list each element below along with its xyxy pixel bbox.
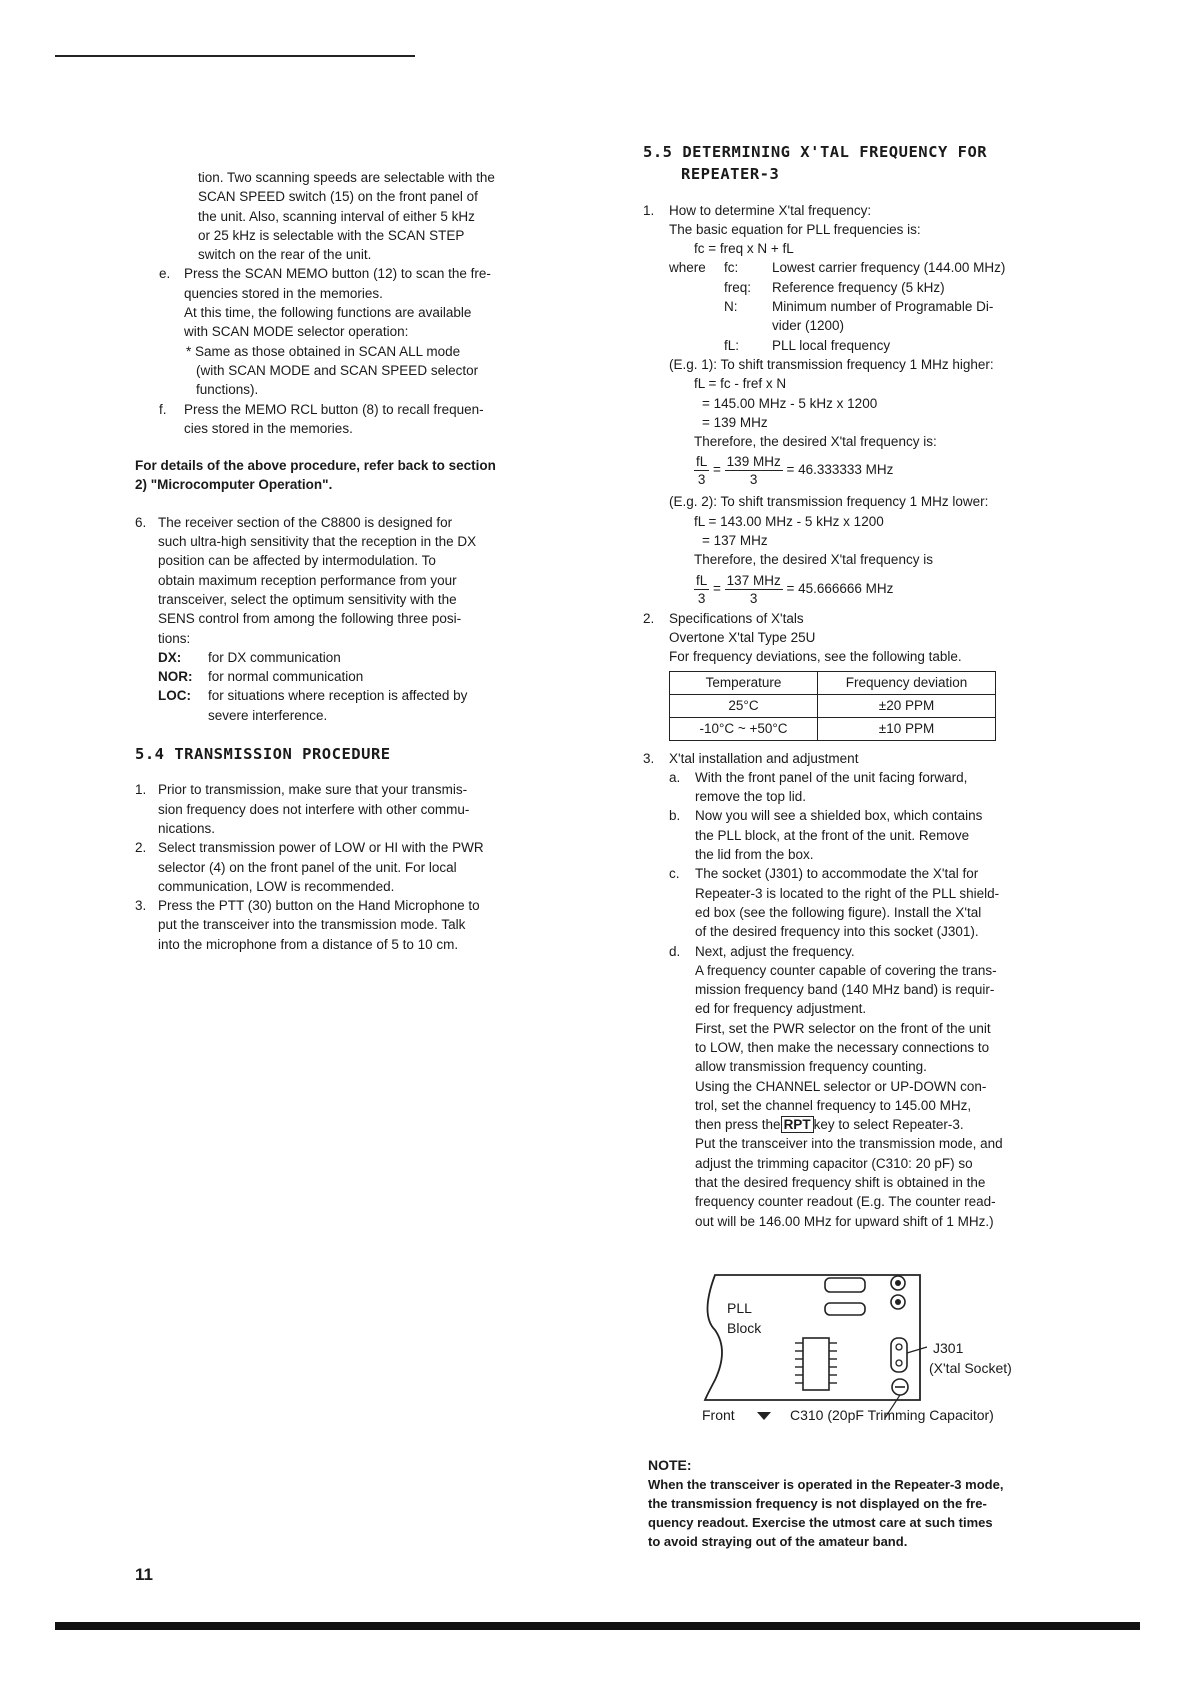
- sub-line: A frequency counter capable of covering the trans-: [695, 962, 997, 978]
- component-circle: [895, 1280, 901, 1286]
- sub-item-d: [669, 942, 1088, 1231]
- sub-line: allow transmission frequency counting.: [695, 1059, 927, 1075]
- eg2-result: = 45.666666 MHz: [786, 580, 894, 596]
- eg1-line: = 139 MHz: [702, 414, 768, 430]
- eg2-therefore: Therefore, the desired X'tal frequency is: [694, 552, 933, 568]
- sub-item-c: [669, 864, 1088, 941]
- table-row: [670, 717, 996, 740]
- details-line: For details of the above procedure, refer back to section: [135, 458, 496, 474]
- eg1-result: = 46.333333 MHz: [786, 462, 894, 478]
- def-label: freq:: [724, 279, 752, 295]
- front-arrow-icon: [757, 1412, 771, 1420]
- def-text: PLL local frequency: [772, 337, 891, 353]
- equation: fc = freq x N + fL: [694, 241, 794, 257]
- item-line: obtain maximum reception performance from your: [158, 572, 457, 588]
- item-line: communication, LOW is recommended.: [158, 878, 395, 894]
- item-line: Press the PTT (30) button on the Hand Microphone to: [158, 898, 480, 914]
- figure-label-pll: PLL: [727, 1300, 752, 1316]
- def-label: fc:: [724, 260, 739, 276]
- sub-line: With the front panel of the unit facing forward,: [695, 769, 968, 785]
- item-line: Specifications of X'tals: [669, 610, 804, 626]
- intro-line: or 25 kHz is selectable with the SCAN STEP: [198, 227, 465, 243]
- sub-line: the PLL block, at the front of the unit. Remove: [695, 827, 970, 843]
- item-line: nications.: [158, 820, 216, 836]
- list-item: [135, 838, 575, 896]
- item-6: [135, 513, 575, 725]
- item-f: [159, 400, 575, 439]
- table-cell: 25°C: [670, 694, 818, 717]
- sub-line: remove the top lid.: [695, 789, 807, 805]
- table-header: Frequency deviation: [818, 671, 996, 694]
- xtal-spec-table: [669, 671, 996, 741]
- item-line: Overtone X'tal Type 25U: [669, 629, 816, 645]
- eg1-fraction: $\frac{fL}{3}$ = $\frac{\text{139 MHz}}{3}$ = 46.333333 MHz: [696, 454, 894, 488]
- sub-line: Using the CHANNEL selector or UP-DOWN con-: [695, 1078, 987, 1094]
- bullet-line: functions).: [196, 382, 259, 398]
- sub-item-a: [669, 768, 1088, 807]
- sub-line: adjust the trimming capacitor (C310: 20 pF) so: [695, 1155, 973, 1171]
- item-marker: 3.: [643, 750, 655, 766]
- frac-num: 137 MHz: [726, 572, 781, 588]
- sub-line: to LOW, then make the necessary connections to: [695, 1039, 990, 1055]
- item-line: Press the SCAN MEMO button (12) to scan the fre-: [184, 266, 491, 282]
- j301-socket: [891, 1338, 907, 1372]
- position-text-cont: severe interference.: [208, 707, 328, 723]
- j301-pin: [896, 1344, 902, 1350]
- item-3: [643, 749, 1088, 1231]
- def-label: [724, 316, 772, 335]
- sub-marker: a.: [669, 769, 681, 785]
- item-line: Select transmission power of LOW or HI with the PWR: [158, 840, 484, 856]
- note-line: the transmission frequency is not displayed on the fre-: [648, 1496, 987, 1511]
- frac-den: 3: [697, 472, 706, 488]
- table-cell: ±10 PPM: [818, 717, 996, 740]
- sub-line: mission frequency band (140 MHz band) is requir-: [695, 982, 995, 998]
- item-line: such ultra-high sensitivity that the reception in the DX: [158, 534, 477, 550]
- item-marker: 2.: [135, 840, 147, 856]
- def-text: Reference frequency (5 kHz): [772, 279, 945, 295]
- note-title: NOTE:: [648, 1457, 692, 1473]
- eg1-line: fL = fc - fref x N: [694, 376, 787, 392]
- section-5-4-title: 5.4 TRANSMISSION PROCEDURE: [135, 745, 391, 764]
- figure-label-j301: J301: [933, 1340, 964, 1356]
- item-line: The receiver section of the C8800 is designed for: [158, 514, 453, 530]
- item-line: sion frequency does not interfere with other commu-: [158, 801, 470, 817]
- frac-num: fL: [696, 572, 708, 588]
- eg1-line: = 145.00 MHz - 5 kHz x 1200: [702, 395, 878, 411]
- eg1-title: (E.g. 1): To shift transmission frequency 1 MHz higher:: [669, 356, 994, 372]
- item-marker: f.: [159, 401, 167, 417]
- sub-line: frequency counter readout (E.g. The counter read-: [695, 1194, 996, 1210]
- bullet-line: (with SCAN MODE and SCAN SPEED selector: [196, 362, 479, 378]
- note-line: When the transceiver is operated in the Repeater-3 mode,: [648, 1477, 1004, 1492]
- figure-label-front: Front: [702, 1407, 735, 1423]
- j301-leader: [907, 1347, 927, 1353]
- figure-label-block: Block: [727, 1320, 762, 1336]
- sub-line: that the desired frequency shift is obtained in the: [695, 1175, 986, 1191]
- item-marker: 1.: [135, 782, 147, 798]
- intro-line: SCAN SPEED switch (15) on the front panel of: [198, 189, 478, 205]
- details-note: [135, 456, 575, 495]
- intro-line: the unit. Also, scanning interval of either 5 kHz: [198, 208, 475, 224]
- position-text: for DX communication: [208, 649, 341, 665]
- sub-line: First, set the PWR selector on the front of the unit: [695, 1020, 991, 1036]
- figure-label-socket: (X'tal Socket): [929, 1360, 1012, 1376]
- sub-line: ed for frequency adjustment.: [695, 1001, 867, 1017]
- pll-block-figure: [695, 1270, 1095, 1440]
- eg2-line: = 137 MHz: [702, 533, 768, 549]
- def-label: fL:: [724, 337, 740, 353]
- note-block: [648, 1456, 1093, 1551]
- item-line: position can be affected by intermodulation. To: [158, 553, 436, 569]
- j301-pin: [896, 1360, 902, 1366]
- note-line: to avoid straying out of the amateur band.: [648, 1534, 908, 1549]
- left-column: [135, 168, 575, 954]
- position-text: for situations where reception is affected by: [208, 688, 468, 704]
- sub-line: Put the transceiver into the transmission mode, and: [695, 1136, 1003, 1152]
- def-text: vider (1200): [772, 318, 845, 334]
- position-loc: [158, 686, 476, 705]
- position-nor: [158, 667, 476, 686]
- sub-line: trol, set the channel frequency to 145.00 MHz,: [695, 1097, 972, 1113]
- page-number: 11: [135, 1565, 153, 1584]
- intro-line: tion. Two scanning speeds are selectable with the: [198, 170, 495, 185]
- item-marker: e.: [159, 266, 171, 282]
- sub-marker: d.: [669, 943, 681, 959]
- item-line: transceiver, select the optimum sensitivity with the: [158, 591, 457, 607]
- definitions: [669, 258, 1088, 354]
- sub-marker: b.: [669, 808, 681, 824]
- item-line: cies stored in the memories.: [184, 420, 353, 436]
- intro-line: switch on the rear of the unit.: [198, 247, 372, 263]
- sub-item-b: [669, 806, 1088, 864]
- frac-num: fL: [696, 454, 708, 470]
- table-header-row: [670, 671, 996, 694]
- section-5-5-title-cont: REPEATER-3: [681, 165, 780, 184]
- eg2-line: fL = 143.00 MHz - 5 kHz x 1200: [694, 513, 884, 529]
- item-line: tions:: [158, 630, 191, 646]
- item-line: For frequency deviations, see the following table.: [669, 649, 962, 665]
- item-line: with SCAN MODE selector operation:: [184, 324, 409, 340]
- rpt-key: RPT: [781, 1116, 814, 1133]
- item-line: quencies stored in the memories.: [184, 285, 383, 301]
- position-dx: [158, 648, 476, 667]
- rpt-after: key to select Repeater-3.: [813, 1117, 964, 1133]
- position-text: for normal communication: [208, 669, 364, 685]
- item-marker: 6.: [135, 514, 147, 530]
- table-cell: -10°C ~ +50°C: [670, 717, 818, 740]
- where-label: where: [669, 260, 706, 276]
- list-item: [135, 780, 575, 838]
- eg1-therefore: Therefore, the desired X'tal frequency is:: [694, 434, 937, 450]
- intro-paragraph: [198, 168, 575, 264]
- item-line: put the transceiver into the transmission mode. Talk: [158, 917, 466, 933]
- figure-label-c310: C310 (20pF Trimming Capacitor): [790, 1407, 994, 1423]
- bottom-rule: [55, 1622, 1140, 1630]
- frac-den: 3: [697, 590, 706, 606]
- list-item: [135, 896, 575, 954]
- item-line: How to determine X'tal frequency:: [669, 202, 872, 218]
- sub-line: Repeater-3 is located to the right of the PLL shield-: [695, 885, 1000, 901]
- position-label: DX:: [158, 649, 182, 665]
- def-text: Minimum number of Programable Di-: [772, 299, 994, 315]
- sub-line: the lid from the box.: [695, 847, 814, 863]
- item-1: [643, 201, 1088, 609]
- item-line: At this time, the following functions are available: [184, 305, 472, 321]
- item-marker: 3.: [135, 898, 147, 914]
- component-circle: [895, 1299, 901, 1305]
- sub-line: ed box (see the following figure). Install the X'tal: [695, 904, 982, 920]
- ic-chip: [803, 1338, 829, 1390]
- frac-num: 139 MHz: [726, 454, 781, 470]
- sub-line: Now you will see a shielded box, which contains: [695, 808, 983, 824]
- position-label: NOR:: [158, 669, 193, 685]
- component-rect: [825, 1303, 865, 1315]
- def-text: Lowest carrier frequency (144.00 MHz): [772, 260, 1006, 276]
- item-line: Prior to transmission, make sure that your transmis-: [158, 782, 468, 798]
- item-e: [159, 264, 575, 399]
- item-line: into the microphone from a distance of 5 to 10 cm.: [158, 936, 459, 952]
- section-5-4-list: [135, 780, 575, 954]
- sub-marker: c.: [669, 866, 680, 882]
- item-marker: 1.: [643, 202, 655, 218]
- details-line: 2) "Microcomputer Operation".: [135, 477, 333, 493]
- section-5-5-title: 5.5 DETERMINING X'TAL FREQUENCY FOR: [643, 143, 988, 161]
- table-header: Temperature: [670, 671, 818, 694]
- sub-line: of the desired frequency into this socket (J301).: [695, 924, 979, 940]
- ic-pins: [795, 1343, 837, 1383]
- bullet-line: * Same as those obtained in SCAN ALL mode: [186, 343, 461, 359]
- right-column: [643, 143, 1088, 1231]
- item-line: Press the MEMO RCL button (8) to recall frequen-: [184, 401, 484, 417]
- table-cell: ±20 PPM: [818, 694, 996, 717]
- def-label: N:: [724, 299, 738, 315]
- item-line: SENS control from among the following three posi-: [158, 611, 462, 627]
- item-marker: 2.: [643, 610, 655, 626]
- rpt-before: then press the: [695, 1117, 781, 1133]
- position-label: LOC:: [158, 688, 191, 704]
- table-row: [670, 694, 996, 717]
- eg2-fraction: $\frac{fL}{3}$ = $\frac{\text{137 MHz}}{3}$ = 45.666666 MHz: [696, 572, 894, 606]
- frac-den: 3: [749, 590, 758, 606]
- sub-line: out will be 146.00 MHz for upward shift of 1 MHz.): [695, 1213, 994, 1229]
- item-2: [643, 609, 1088, 741]
- sub-line: The socket (J301) to accommodate the X'tal for: [695, 866, 979, 882]
- rpt-line: [695, 1115, 1003, 1134]
- note-line: quency readout. Exercise the utmost care at such times: [648, 1515, 993, 1530]
- top-rule: [55, 55, 415, 57]
- component-rect: [825, 1278, 865, 1292]
- frac-den: 3: [749, 472, 758, 488]
- item-line: The basic equation for PLL frequencies is:: [669, 221, 921, 237]
- sub-line: Next, adjust the frequency.: [695, 943, 855, 959]
- item-line: selector (4) on the front panel of the unit. For local: [158, 859, 457, 875]
- eg2-title: (E.g. 2): To shift transmission frequency 1 MHz lower:: [669, 494, 989, 510]
- item-line: X'tal installation and adjustment: [669, 750, 859, 766]
